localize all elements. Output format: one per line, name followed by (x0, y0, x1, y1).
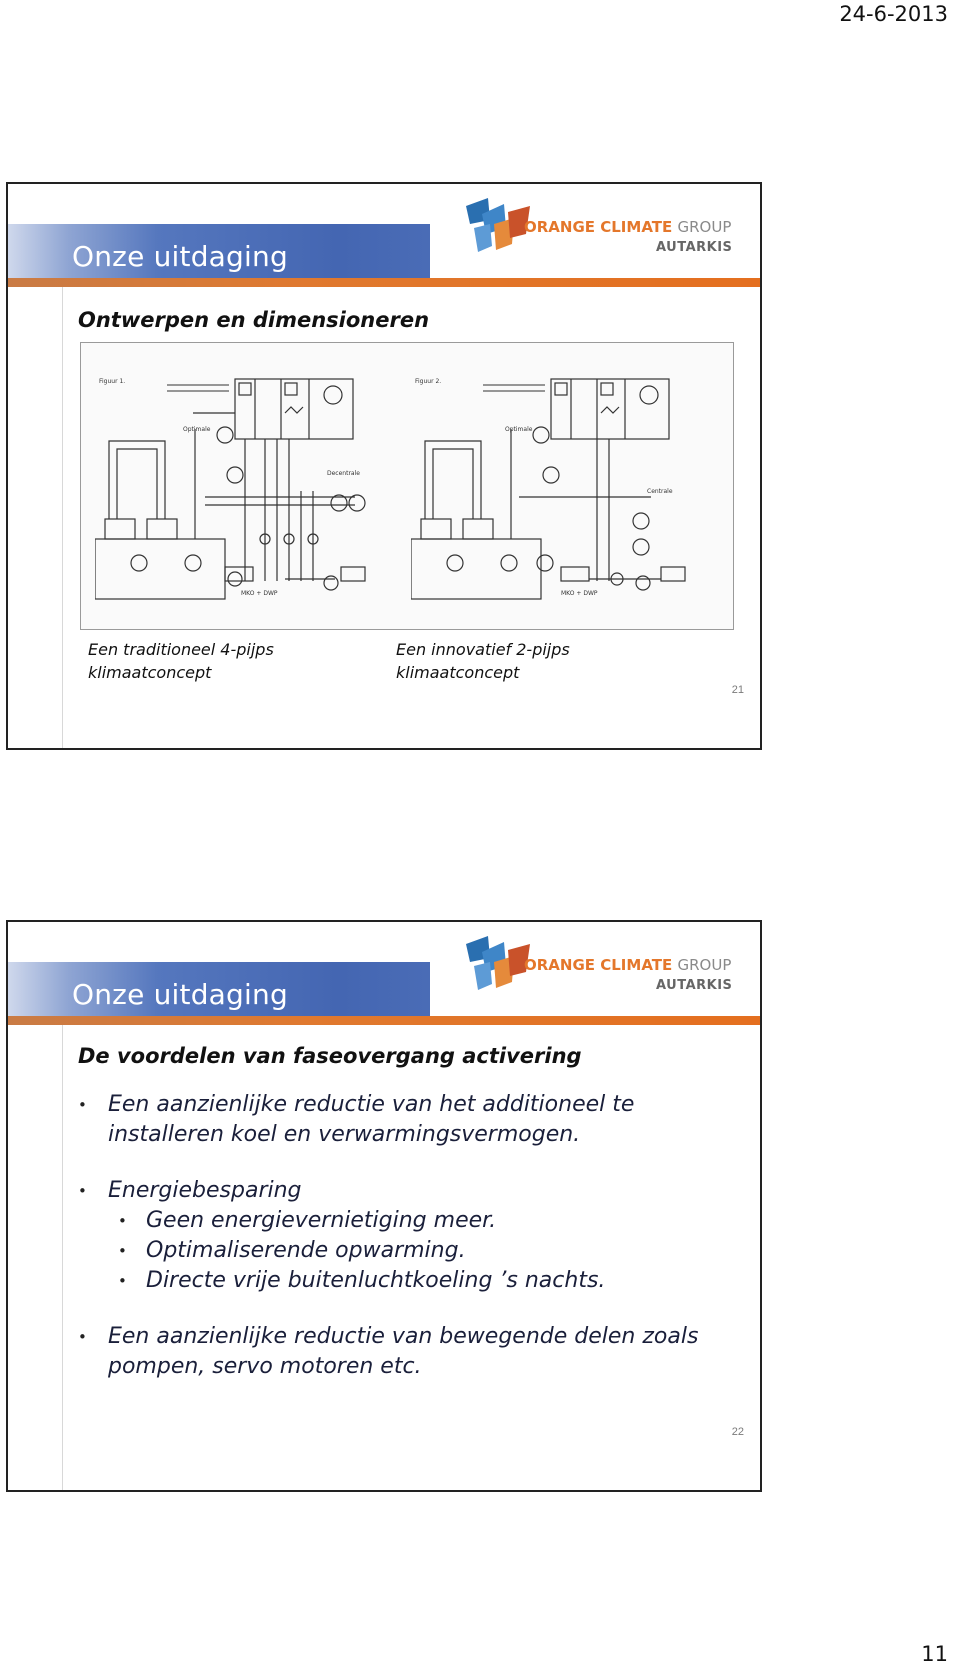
svg-text:Optimale: Optimale (505, 426, 533, 433)
four-pipe-schematic (95, 371, 395, 615)
sub-bullet-item: • Geen energievernietiging meer. (74, 1206, 724, 1236)
svg-text:Figuur 1.: Figuur 1. (99, 378, 126, 385)
svg-text:MKO + DWP: MKO + DWP (561, 590, 598, 597)
hvac-schematic-diagram (80, 342, 734, 630)
logo-name-primary: ORANGE CLIMATE (524, 956, 673, 974)
bullet-item: • Energiebesparing (74, 1176, 724, 1206)
slide-22 (6, 920, 762, 1492)
slide-title: Onze uitdaging (72, 240, 288, 273)
bullet-list (74, 1090, 724, 1382)
company-logo (460, 932, 733, 998)
bullet-item: • Een aanzienlijke reductie van bewegende delen zoals pompen, servo motoren etc. (74, 1322, 724, 1382)
logo-sub: AUTARKIS (656, 978, 733, 993)
page-date: 24-6-2013 (839, 2, 948, 26)
title-bar (8, 224, 430, 278)
left-rule (62, 1018, 63, 1490)
slide-subtitle: De voordelen van faseovergang activering (78, 1044, 582, 1068)
logo-name-primary: ORANGE CLIMATE (524, 218, 673, 236)
title-bar (8, 962, 430, 1016)
slide-number: 22 (731, 1426, 744, 1438)
caption-four-pipe: Een traditioneel 4-pijps klimaatconcept (88, 640, 274, 682)
slide-21 (6, 182, 762, 750)
sub-bullet-item: • Directe vrije buitenluchtkoeling ’s nachts. (74, 1266, 724, 1296)
svg-text:Decentrale: Decentrale (327, 470, 360, 477)
title-stripe (8, 278, 760, 287)
slide-number: 21 (731, 684, 744, 696)
svg-text:MKO + DWP: MKO + DWP (241, 590, 278, 597)
sub-bullet-item: • Optimaliserende opwarming. (74, 1236, 724, 1266)
logo-sub: AUTARKIS (656, 240, 733, 255)
caption-two-pipe: Een innovatief 2-pijps klimaatconcept (396, 640, 570, 682)
logo-name-secondary: GROUP (677, 956, 732, 974)
slide-subtitle: Ontwerpen en dimensioneren (78, 308, 430, 332)
two-pipe-schematic (411, 371, 711, 615)
slide-title: Onze uitdaging (72, 978, 288, 1011)
svg-text:Figuur 2.: Figuur 2. (415, 378, 442, 385)
page-number: 11 (921, 1642, 948, 1666)
left-rule (62, 280, 63, 748)
svg-text:Optimale: Optimale (183, 426, 211, 433)
company-logo (460, 194, 733, 260)
bullet-item: • Een aanzienlijke reductie van het additioneel te installeren koel en verwarmingsvermogen. (74, 1090, 724, 1150)
title-stripe (8, 1016, 760, 1025)
logo-name-secondary: GROUP (677, 218, 732, 236)
svg-text:Centrale: Centrale (647, 488, 673, 495)
